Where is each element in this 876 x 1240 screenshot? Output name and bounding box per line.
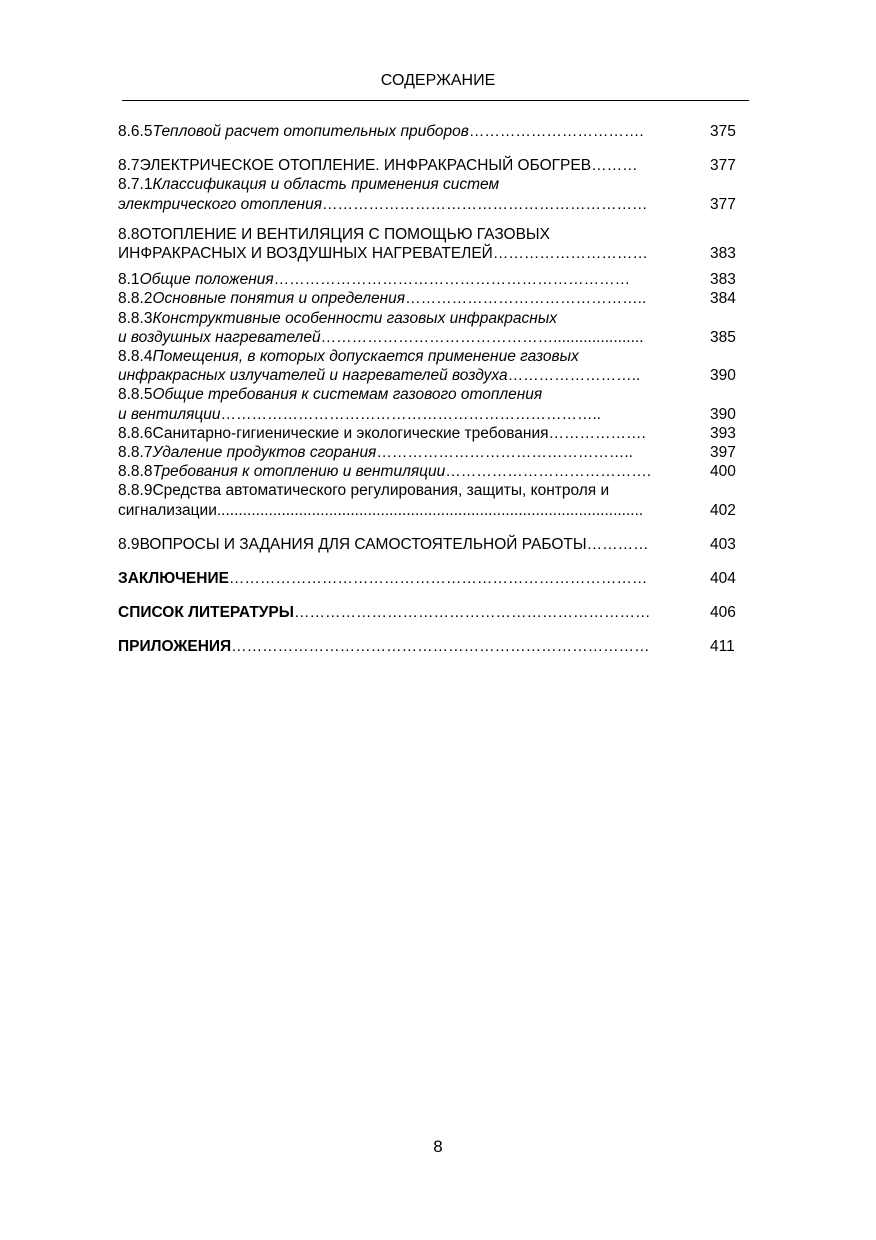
toc-page-number: 383 [710, 245, 736, 263]
toc-page-number: 385 [710, 328, 736, 346]
toc-entry-title-line1: Классификация и область применения систем [152, 176, 500, 194]
toc-entry-title: ЗАКЛЮЧЕНИЕ [118, 570, 229, 588]
toc-page-number: 403 [710, 535, 736, 553]
toc-entry-8-8-6 [118, 424, 738, 443]
toc-entry-title-line1: Средства автоматического регулирования, защиты, контроля и [152, 482, 610, 500]
toc-leader-dots: …………………………………………………………… [273, 271, 631, 289]
toc-entry-title: Общие положения [139, 271, 274, 289]
toc-entry-title-line1: Помещения, в которых допускается применение газовых [152, 348, 579, 366]
toc-leader-dots: ……………………………. [468, 123, 644, 140]
toc-entry-title: сигнализации [118, 501, 217, 519]
toc-entry-8-7 [118, 156, 738, 175]
toc-entry-references [118, 603, 738, 622]
toc-entry-title-line1: Конструктивные особенности газовых инфракрасных [152, 309, 557, 327]
toc-entry-number: 8.8.7 [118, 444, 153, 462]
toc-page-number: 377 [710, 157, 736, 175]
toc-leader-dots: ………………………… [492, 245, 648, 263]
toc-entry-title: Санитарно-гигиенические и экологические требования [152, 424, 549, 442]
toc-leader-dots: ………… [586, 535, 649, 553]
toc-entry-title: ВОПРОСЫ И ЗАДАНИЯ ДЛЯ САМОСТОЯТЕЛЬНОЙ РАБОТЫ [139, 535, 587, 553]
toc-entry-title: ПРИЛОЖЕНИЯ [118, 638, 232, 656]
page-header: СОДЕРЖАНИЕ [380, 72, 496, 89]
toc-entry-appendices [118, 637, 738, 656]
toc-page-number: 383 [710, 271, 736, 289]
toc-page-number: 393 [710, 424, 736, 442]
toc-entry-number: 8.7 [118, 157, 140, 175]
toc-entry-8-7-1 [118, 175, 738, 213]
toc-entry-8-8-3 [118, 309, 738, 347]
toc-entry-title: СПИСОК ЛИТЕРАТУРЫ [118, 604, 294, 622]
toc-entry-title: ЭЛЕКТРИЧЕСКОЕ ОТОПЛЕНИЕ. ИНФРАКРАСНЫЙ ОБОГРЕВ [139, 157, 592, 175]
toc-entry-title: инфракрасных излучателей и нагревателей воздуха [118, 367, 508, 385]
toc-entry-number: 8.8.2 [118, 290, 153, 308]
toc-entry-8-8-4 [118, 347, 738, 385]
toc-entry-title: Требования к отоплению и вентиляции [152, 463, 446, 481]
toc-leader-dots: …………………………………. [445, 463, 652, 481]
toc-page-number: 384 [710, 290, 736, 308]
toc-leader-dots: ……………………………………………………… [321, 195, 648, 213]
toc-page-number: 377 [710, 195, 736, 213]
toc-entry-title: Основные понятия и определения [152, 290, 406, 308]
toc-entry-8-9 [118, 535, 738, 554]
toc-entry-number: 8.8.9 [118, 482, 153, 500]
table-of-contents [118, 122, 738, 657]
toc-page-number: 411 [710, 638, 735, 656]
toc-page-number: 402 [710, 501, 736, 519]
toc-entry-number: 8.1 [118, 271, 140, 289]
toc-leader-dots: ……………………………………………………………….. [220, 405, 602, 423]
toc-leader-dots: ……………………………………………………………………… [228, 570, 648, 588]
toc-leader-dots: …………………….. [507, 367, 641, 385]
toc-entry-number: 8.8.6 [118, 424, 153, 442]
toc-leader-dots: ……………………………………………………………………… [231, 638, 650, 656]
toc-leader-dots: ………………. [548, 424, 646, 442]
toc-leader-dots: ………………………………………….. [376, 444, 633, 462]
toc-entry-title-line1: Общие требования к системам газового отопления [152, 386, 543, 404]
toc-entry-number: 8.9 [118, 535, 140, 553]
toc-entry-8-8-7 [118, 443, 738, 462]
toc-page-number: 406 [710, 604, 736, 622]
toc-leader-dots: ……… [591, 157, 638, 175]
toc-entry-8-8-2 [118, 289, 738, 308]
toc-page-number: 404 [710, 570, 736, 588]
toc-entry-8-6-5 [118, 122, 738, 141]
page-number: 8 [433, 1137, 443, 1156]
toc-entry-title: Тепловой расчет отопительных приборов [152, 123, 469, 140]
toc-entry-title: электрического отопления [118, 195, 322, 213]
toc-entry-8-8-8 [118, 462, 738, 481]
toc-leader-dots: ………………………………………..................... [320, 328, 644, 346]
toc-entry-number: 8.8.3 [118, 309, 153, 327]
toc-entry-8-8 [118, 225, 738, 263]
toc-entry-8-8-9 [118, 481, 738, 519]
toc-entry-conclusion [118, 569, 738, 588]
toc-entry-number: 8.6.5 [118, 123, 153, 140]
toc-entry-number: 8.8.8 [118, 463, 153, 481]
toc-entry-title-line1: ОТОПЛЕНИЕ И ВЕНТИЛЯЦИЯ С ПОМОЩЬЮ ГАЗОВЫХ [139, 225, 550, 243]
toc-leader-dots: …………………………………………………………… [293, 604, 651, 622]
toc-page-number: 375 [710, 123, 736, 140]
toc-page-number: 390 [710, 367, 736, 385]
toc-entry-8-1 [118, 270, 738, 289]
toc-leader-dots: ……………………………………….. [405, 290, 647, 308]
toc-entry-title: Удаление продуктов сгорания [152, 444, 377, 462]
toc-entry-title: и вентиляции [118, 405, 221, 423]
toc-page-number: 400 [710, 463, 736, 481]
toc-entry-number: 8.8 [118, 225, 140, 243]
toc-entry-number: 8.8.4 [118, 348, 153, 366]
toc-entry-8-8-5 [118, 385, 738, 423]
toc-leader-dots: ................................................................................................... [216, 501, 644, 519]
header-divider [122, 100, 749, 101]
toc-page-number: 390 [710, 405, 736, 423]
toc-entry-number: 8.8.5 [118, 386, 153, 404]
toc-entry-title: и воздушных нагревателей [118, 328, 321, 346]
toc-entry-number: 8.7.1 [118, 176, 153, 194]
toc-page-number: 397 [710, 444, 736, 462]
toc-entry-title: ИНФРАКРАСНЫХ И ВОЗДУШНЫХ НАГРЕВАТЕЛЕЙ [118, 245, 493, 263]
